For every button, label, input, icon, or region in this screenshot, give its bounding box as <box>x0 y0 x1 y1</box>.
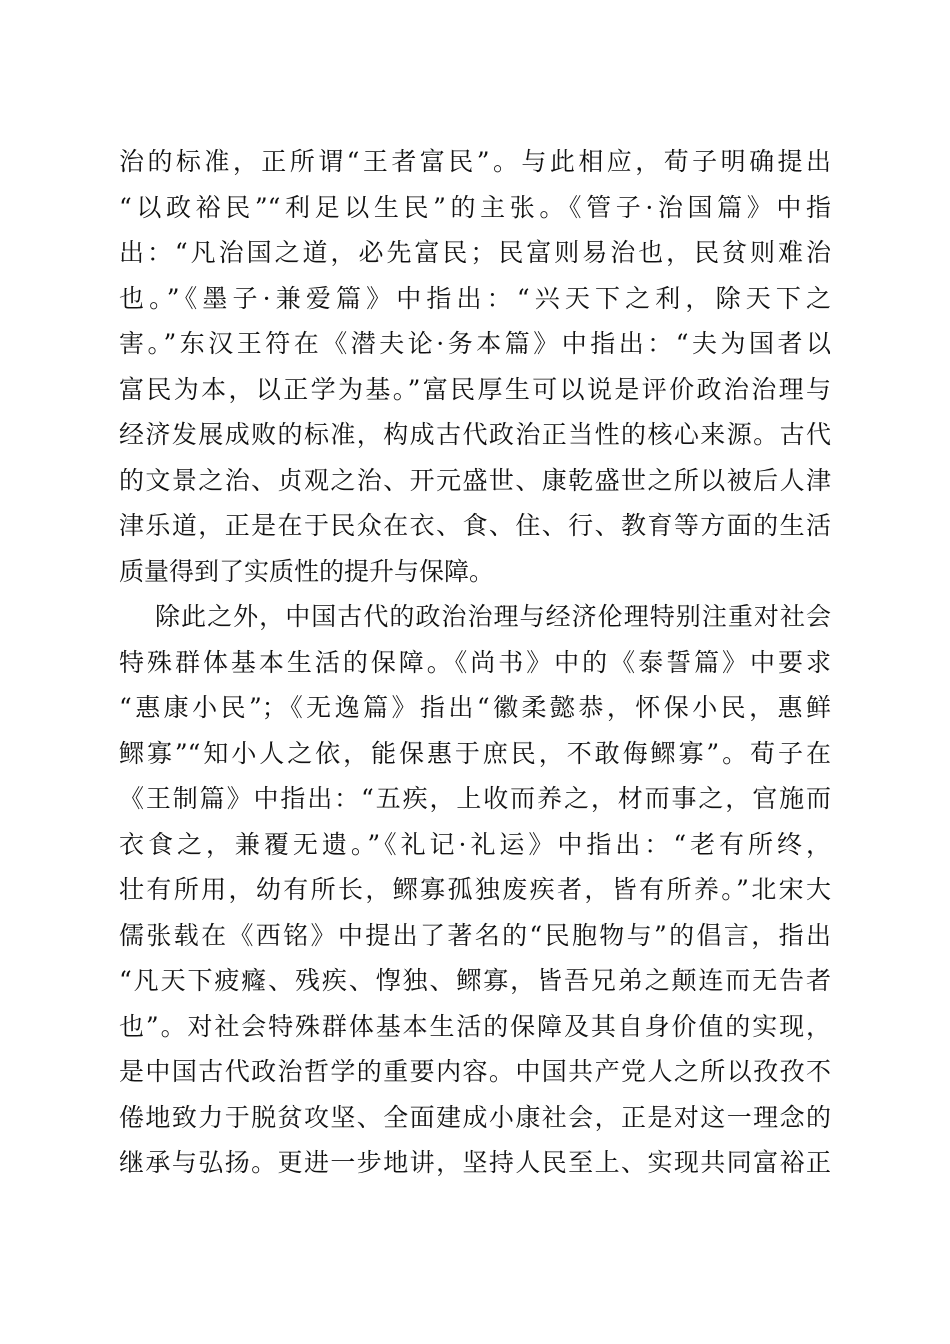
text-line: 质量得到了实质性的提升与保障。 <box>119 556 495 586</box>
text-line: 壮有所用，幼有所长，鳏寡孤独废疾者，皆有所养。”北宋大 <box>119 875 831 904</box>
text-line: 《王制篇》中指出：“五疾，上收而养之，材而事之，官施而 <box>119 784 831 813</box>
text-line: “凡天下疲癃、残疾、惸独、鳏寡，皆吾兄弟之颠连而无告者 <box>119 966 831 995</box>
text-line: 特殊群体基本生活的保障。《尚书》中的《泰誓篇》中要求 <box>119 647 831 677</box>
text-line: 衣食之，兼覆无遗。”《礼记·礼运》中指出：“老有所终， <box>119 829 831 859</box>
paragraph-1 <box>119 139 831 594</box>
text-line: 害。”东汉王符在《潜夫论·务本篇》中指出：“夫为国者以 <box>119 329 831 358</box>
paragraph-2 <box>119 594 831 1186</box>
text-line: 经济发展成败的标准，构成古代政治正当性的核心来源。古代 <box>119 420 831 449</box>
text-line: 富民为本，以正学为基。”富民厚生可以说是评价政治治理与 <box>119 374 831 404</box>
body-text <box>119 139 831 1186</box>
text-line: 也”。对社会特殊群体基本生活的保障及其自身价值的实现， <box>119 1011 831 1041</box>
text-line: 继承与弘扬。更进一步地讲，坚持人民至上、实现共同富裕正 <box>119 1148 831 1177</box>
text-line: 的文景之治、贞观之治、开元盛世、康乾盛世之所以被后人津 <box>119 465 831 495</box>
text-line: 治的标准，正所谓“王者富民”。与此相应，荀子明确提出 <box>119 147 831 176</box>
text-line: 津乐道，正是在于民众在衣、食、住、行、教育等方面的生活 <box>119 511 831 540</box>
text-line: 出：“凡治国之道，必先富民；民富则易治也，民贫则难治 <box>119 238 831 267</box>
text-line: 是中国古代政治哲学的重要内容。中国共产党人之所以孜孜不 <box>119 1057 831 1086</box>
text-line: “惠康小民”；《无逸篇》指出“徽柔懿恭，怀保小民，惠鲜 <box>119 693 831 722</box>
text-line: 倦地致力于脱贫攻坚、全面建成小康社会，正是对这一理念的 <box>119 1102 831 1132</box>
text-line: 鳏寡”“知小人之依，能保惠于庶民，不敢侮鳏寡”。荀子在 <box>119 738 831 768</box>
text-line: 也。”《墨子·兼爱篇》中指出：“兴天下之利，除天下之 <box>119 283 831 313</box>
text-line: 除此之外，中国古代的政治治理与经济伦理特别注重对社会 <box>155 602 831 631</box>
text-line: “以政裕民”“利足以生民”的主张。《管子·治国篇》中指 <box>119 192 831 222</box>
text-line: 儒张载在《西铭》中提出了著名的“民胞物与”的倡言，指出 <box>119 920 831 950</box>
